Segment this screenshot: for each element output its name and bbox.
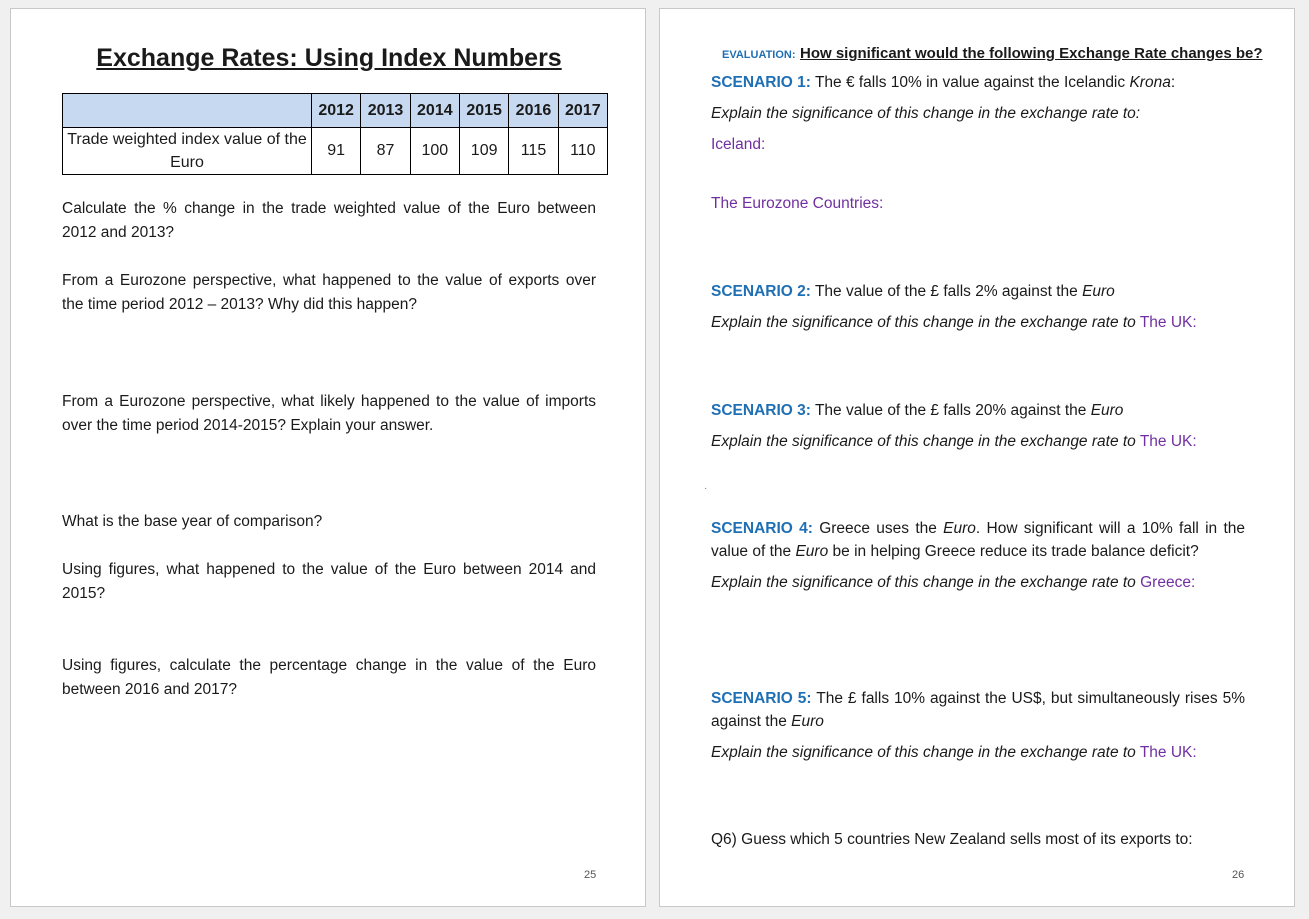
index-value: 115 [509, 128, 558, 175]
explain-line [711, 311, 1245, 334]
explain-line [711, 741, 1245, 764]
scenario-text: Greece uses the [819, 520, 937, 537]
table-row [63, 128, 608, 175]
year-header: 2012 [312, 94, 361, 128]
explain-prompt: Explain the significance of this change in the exchange rate to: [711, 105, 1141, 122]
question-5: Using figures, what happened to the value of the Euro between 2014 and 2015? [62, 561, 596, 602]
scenario-currency: Euro [791, 713, 824, 730]
scenario-currency: Krona [1129, 74, 1171, 91]
question-4: What is the base year of comparison? [62, 513, 323, 530]
question-2: From a Eurozone perspective, what happened to the value of exports over the time period 2012 – 2013? Why did this happen? [62, 272, 596, 313]
table-header-row [63, 94, 608, 128]
page-number: 26 [1232, 869, 1245, 881]
scenario-currency: Euro [1082, 283, 1115, 300]
scenario-label: SCENARIO 5: [711, 690, 812, 707]
explain-line [711, 571, 1245, 594]
explain-text: Explain the significance of this change in the exchange rate to [711, 744, 1136, 761]
explain-text: Explain the significance of this change in the exchange rate to [711, 433, 1136, 450]
scenario-3 [711, 399, 1245, 422]
target-uk: The UK: [1139, 744, 1197, 761]
question-3: From a Eurozone perspective, what likely happened to the value of imports over the time period 2014-2015? Explain your answer. [62, 393, 596, 434]
target-uk: The UK: [1139, 314, 1197, 331]
index-table [62, 93, 608, 175]
index-value: 110 [558, 128, 607, 175]
scenario-label: SCENARIO 1: [711, 74, 811, 91]
scenario-text: The value of the £ falls 20% against the [814, 402, 1087, 419]
year-header: 2015 [459, 94, 508, 128]
scenario-4 [711, 517, 1245, 563]
target-eurozone: The Eurozone Countries: [711, 195, 884, 212]
page-title: Exchange Rates: Using Index Numbers [96, 44, 562, 72]
explain-text: Explain the significance of this change in the exchange rate to [711, 314, 1136, 331]
scenario-text: be in helping Greece reduce its trade balance deficit? [832, 543, 1199, 560]
year-header: 2016 [509, 94, 558, 128]
scenario-text: The £ falls 10% against the US$, but simultaneously rises 5% against the [711, 690, 1245, 730]
scenario-currency: Euro [795, 543, 829, 560]
question-1: Calculate the % change in the trade weighted value of the Euro between 2012 and 2013? [62, 200, 596, 241]
evaluation-question: How significant would the following Exchange Rate changes be? [799, 45, 1263, 62]
stray-mark: · [704, 483, 708, 494]
page-number: 25 [584, 869, 597, 881]
row-label: Trade weighted index value of the Euro [63, 128, 312, 175]
scenario-label: SCENARIO 2: [711, 283, 811, 300]
scenario-text: . How significant will a 10% fall in the value of the [711, 520, 1246, 560]
year-header: 2013 [361, 94, 410, 128]
index-value: 109 [459, 128, 508, 175]
question-q6: Q6) Guess which 5 countries New Zealand sells most of its exports to: [711, 831, 1193, 848]
scenario-text: The € falls 10% in value against the Icelandic [814, 74, 1126, 91]
scenario-label: SCENARIO 3: [711, 402, 811, 419]
explain-line [711, 430, 1245, 453]
scenario-2 [711, 280, 1245, 303]
table-header-empty [63, 94, 312, 128]
scenario-currency: Euro [943, 520, 976, 537]
scenario-label: SCENARIO 4: [711, 520, 813, 537]
evaluation-heading [722, 45, 1263, 63]
page-left [10, 8, 646, 907]
index-value: 91 [312, 128, 361, 175]
scenario-currency: Euro [1090, 402, 1124, 419]
scenario-text: : [1170, 74, 1176, 91]
target-iceland: Iceland: [711, 136, 766, 153]
target-uk: The UK: [1139, 433, 1197, 450]
target-greece: Greece: [1140, 574, 1196, 591]
explain-text: Explain the significance of this change in the exchange rate to [711, 574, 1136, 591]
page-right [659, 8, 1295, 907]
scenario-5 [711, 687, 1245, 733]
year-header: 2017 [558, 94, 607, 128]
scenario-text: The value of the £ falls 2% against the [814, 283, 1078, 300]
index-value: 100 [410, 128, 459, 175]
scenario-1 [711, 71, 1245, 94]
year-header: 2014 [410, 94, 459, 128]
question-6: Using figures, calculate the percentage change in the value of the Euro between 2016 and 2017? [62, 657, 596, 698]
evaluation-label: EVALUATION: [722, 49, 796, 61]
index-value: 87 [361, 128, 410, 175]
